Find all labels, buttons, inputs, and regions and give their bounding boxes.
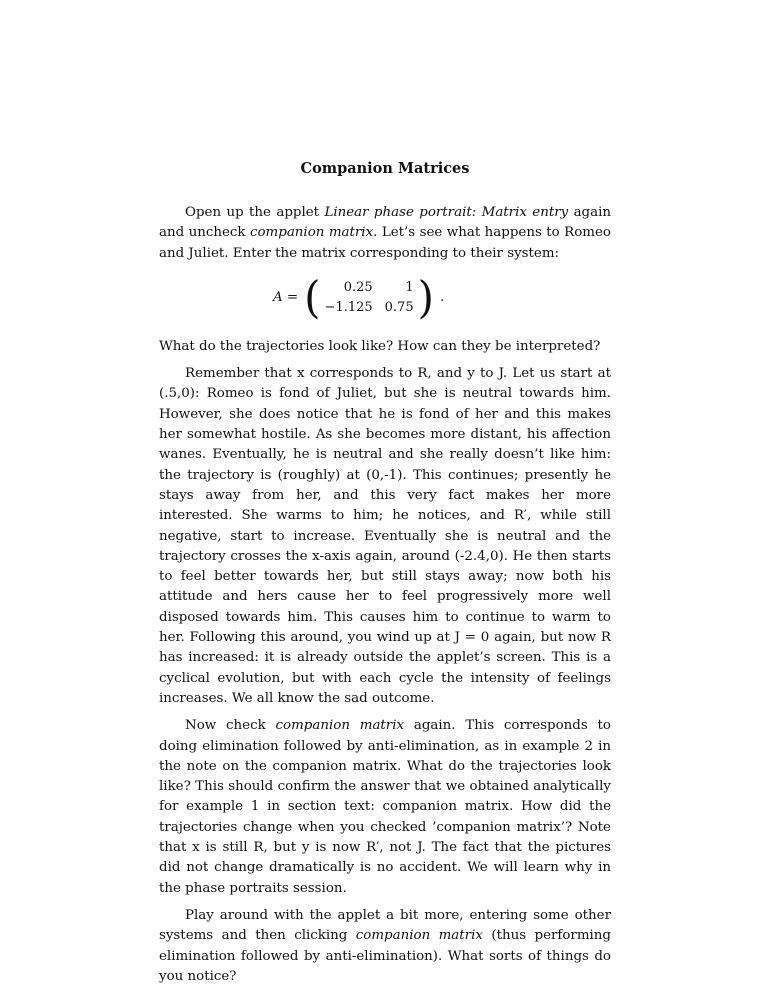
checkbox-name: companion matrix	[355, 928, 483, 944]
text-run: . Let’s see what happens to Romeo and Juliet. Enter the matrix corresponding to their system:	[159, 225, 611, 261]
applet-name: Linear phase portrait: Matrix entry	[324, 205, 569, 220]
paragraph-companion	[159, 716, 611, 899]
text-run: Now check	[185, 718, 276, 734]
text-run: again and uncheck	[159, 205, 612, 241]
matrix-lhs: A =	[273, 289, 299, 305]
paragraph-romeo-juliet: Remember that x corresponds to R, and y to J. Let us start at (.5,0): Romeo is fond of Juliet, but she is neutral towards him. However, she does notice that he is fond of her and this makes her somewhat hostile. As she becomes more distant, his affection wanes. Eventually, he is neutral and she really doesn’t like him: the trajectory is (roughly) at (0,-1). This continues; presently he stays away from her, and this very fact makes her more interested. She warms to him; he notices, and R′, while still negative, start to increase. Eventually she is neutral and the trajectory crosses the x-axis again, around (-2.4,0). He then starts to feel better towards her, but still stays away; now both his attitude and hers cause her to feel progressively more well disposed towards him. This causes him to continue to warm to her. Following this around, you wind up at J = 0 again, but now R has increased: it is already outside the applet’s screen. This is a cyclical evolution, but with each cycle the intensity of feelings increases. We all know the sad outcome.	[159, 366, 611, 706]
text-run: Open up the applet	[185, 205, 325, 220]
section-title: Companion Matrices	[300, 160, 470, 177]
matrix-grid	[321, 278, 418, 318]
matrix-equation	[159, 271, 611, 333]
body-text	[159, 203, 611, 994]
paragraph-intro	[159, 203, 611, 264]
matrix-entry: 1	[405, 279, 414, 295]
equation-period: .	[440, 289, 445, 305]
matrix-entry: 0.75	[384, 299, 414, 315]
left-paren: (	[304, 271, 321, 324]
text-run: Play around with the applet a bit more, entering some other systems and then clicking	[159, 907, 611, 944]
checkbox-name: companion matrix	[249, 225, 374, 241]
checkbox-name: companion matrix	[275, 718, 405, 734]
matrix-entry: −1.125	[324, 299, 373, 315]
paragraph-question: What do the trajectories look like? How can they be interpreted?	[159, 338, 601, 354]
paragraph-play	[159, 906, 611, 987]
matrix-entry: 0.25	[343, 279, 373, 295]
text-run: (thus performing elimination followed by anti-elimination). What sorts of things do you notice?	[159, 928, 611, 984]
text-run: again. This corresponds to doing elimination followed by anti-elimination, as in example 2 in the note on the companion matrix. What do the trajectories look like? This should confirm the answer that we obtained analytically for example 1 in section text: companion matrix. How did the trajectories change when you checked ’companion matrix’? Note that x is still R, but y is now R′, not J. The fact that the pictures did not change dramatically is no accident. We will learn why in the phase portraits session.	[159, 718, 611, 896]
right-paren: )	[417, 271, 434, 324]
